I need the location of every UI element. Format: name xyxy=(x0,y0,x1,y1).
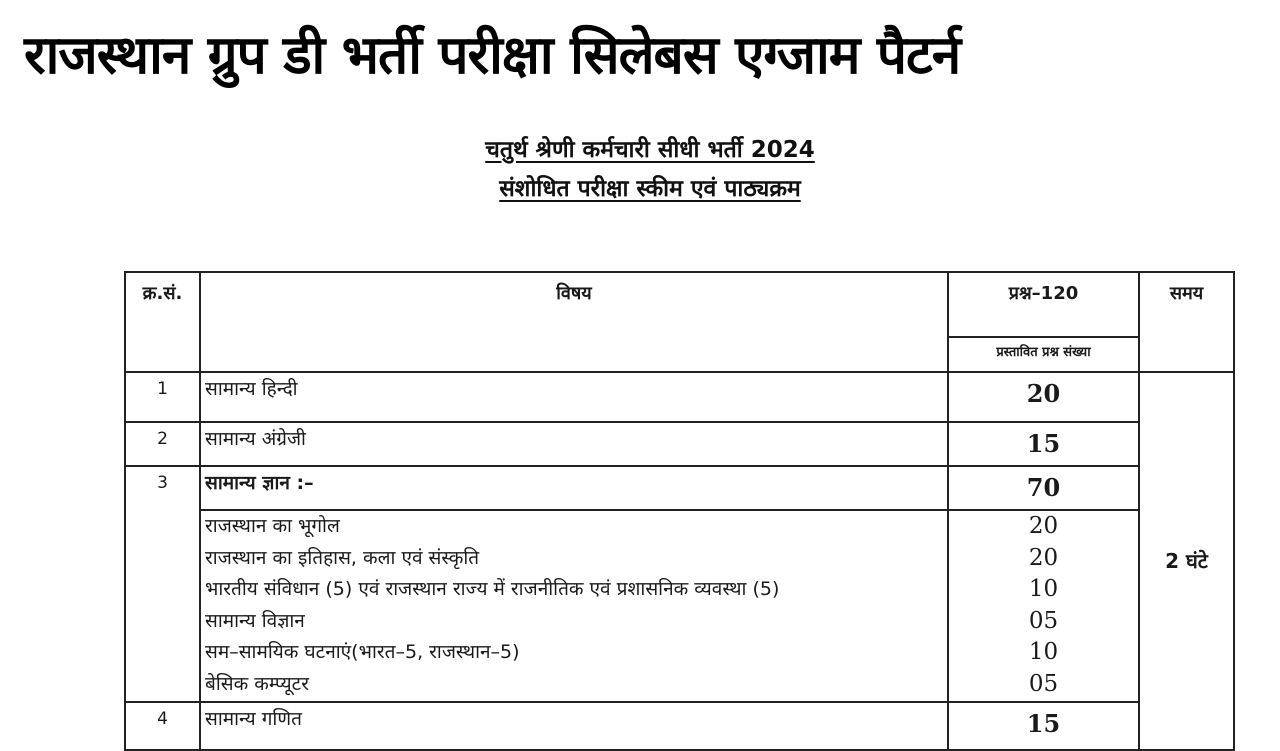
row-question-count: 15 xyxy=(948,422,1139,466)
gk-subtopic-label: राजस्थान का इतिहास, कला एवं संस्कृति xyxy=(205,546,480,569)
document-heading-line1: चतुर्थ श्रेणी कर्मचारी सीधी भर्ती 2024 xyxy=(485,137,815,163)
gk-subtopic-count: 10 xyxy=(1028,639,1059,666)
gk-subtopics-row xyxy=(125,510,1234,702)
header-time: समय xyxy=(1139,272,1234,372)
gk-subtopic-label: बेसिक कम्प्यूटर xyxy=(205,672,309,695)
exam-duration: 2 घंटे xyxy=(1139,372,1234,750)
gk-subtopic-list xyxy=(200,510,948,702)
page-title: राजस्थान ग्रुप डी भर्ती परीक्षा सिलेबस एग्जाम पैटर्न xyxy=(24,25,961,86)
table-row xyxy=(125,702,1234,750)
table-row xyxy=(125,422,1234,466)
gk-subtopic-counts xyxy=(948,510,1139,702)
syllabus-table xyxy=(124,271,1235,751)
row-question-count: 15 xyxy=(948,702,1139,750)
header-serial-number: क्र.सं. xyxy=(125,272,200,372)
row-question-count: 70 xyxy=(948,466,1139,510)
gk-subtopic-label: राजस्थान का भूगोल xyxy=(205,515,340,537)
header-proposed-question-count: प्रस्तावित प्रश्न संख्या xyxy=(948,337,1139,372)
gk-subtopic-label: सामान्य विज्ञान xyxy=(205,609,305,632)
row-subject: सामान्य गणित xyxy=(200,702,948,750)
gk-subtopic-label: भारतीय संविधान (5) एवं राजस्थान राज्य में राजनीतिक एवं प्रशासनिक व्यवस्था (5) xyxy=(205,578,780,601)
gk-subtopic-count: 20 xyxy=(1028,513,1059,539)
gk-subtopic-count: 20 xyxy=(1028,544,1059,571)
gk-subtopic-count: 10 xyxy=(1028,576,1059,603)
row-serial: 4 xyxy=(125,702,200,750)
gk-subtopic-count: 05 xyxy=(1028,670,1059,697)
row-serial: 1 xyxy=(125,372,200,422)
row-subject: सामान्य हिन्दी xyxy=(200,372,948,422)
document-heading-line2: संशोधित परीक्षा स्कीम एवं पाठ्यक्रम xyxy=(499,176,801,202)
table-row xyxy=(125,466,1234,510)
gk-subtopic-label: सम–सामयिक घटनाएं(भारत–5, राजस्थान–5) xyxy=(205,641,520,664)
table-header-row xyxy=(125,272,1234,337)
header-subject: विषय xyxy=(200,272,948,372)
row-serial: 3 xyxy=(125,466,200,702)
row-subject: सामान्य अंग्रेजी xyxy=(200,422,948,466)
row-question-count: 20 xyxy=(948,372,1139,422)
header-questions: प्रश्न–120 xyxy=(948,272,1139,337)
gk-subtopic-count: 05 xyxy=(1028,607,1059,634)
row-subject: सामान्य ज्ञान :– xyxy=(200,466,948,510)
table-row xyxy=(125,372,1234,422)
row-serial: 2 xyxy=(125,422,200,466)
